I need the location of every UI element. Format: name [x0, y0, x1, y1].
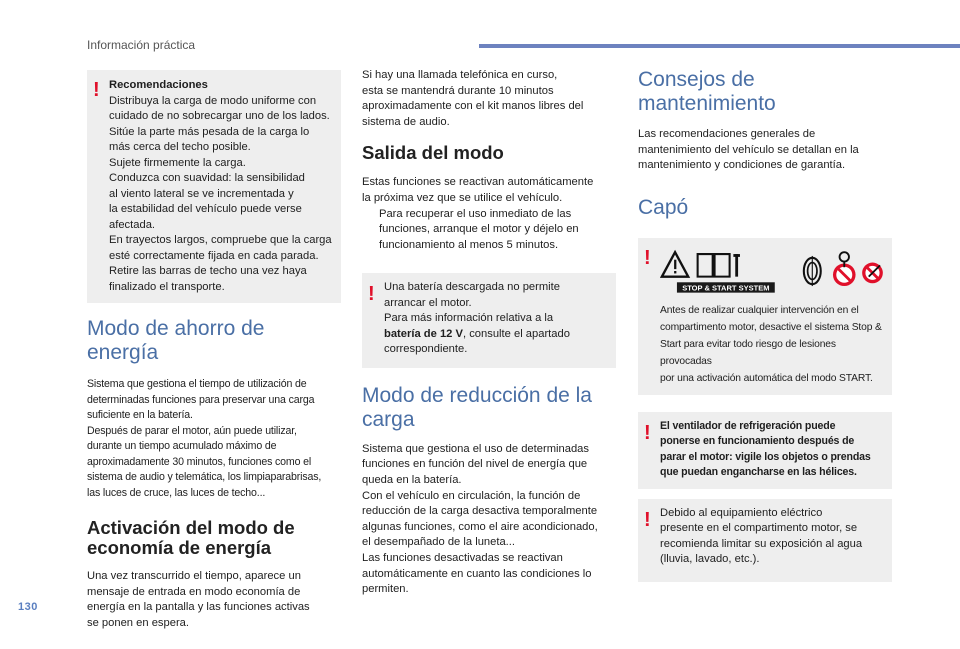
recommendations-line: al viento lateral se ve incrementada y: [109, 187, 294, 200]
phone-call-line: esta se mantendrá durante 10 minutos: [362, 84, 554, 97]
fan-warning-line: ponerse en funcionamiento después de: [660, 435, 855, 448]
load-reduction-heading: [362, 384, 616, 432]
exit-mode-line: Estas funciones se reactivan automáticamente: [362, 176, 594, 189]
recommendations-line: finalizado el transporte.: [109, 280, 225, 293]
fan-warning-line: que puedan engancharse en las hélices.: [660, 466, 857, 479]
info-icon: [733, 254, 740, 277]
column-left: [87, 70, 341, 631]
recommendations-line: esté correctamente fijada en cada parada.: [109, 249, 319, 262]
recommendations-line: Distribuya la carga de modo uniforme con: [109, 94, 317, 107]
battery-warning-line: arrancar el motor.: [384, 296, 472, 309]
warning-exclamation-icon: !: [368, 283, 375, 306]
load-reduction-line: el desempañado de la luneta...: [362, 536, 516, 549]
energy-saving-heading: Modo de ahorro de energía: [87, 317, 265, 364]
no-tool-icon: [862, 262, 883, 283]
hood-pictogram-strip: [660, 246, 886, 296]
warning-exclamation-icon: !: [644, 421, 651, 444]
fan-warning-line: El ventilador de refrigeración puede: [660, 419, 836, 432]
load-reduction-line: algunas funciones, como el aire acondicionado,: [362, 520, 598, 533]
hood-caption-line: por una activación automática del modo START.: [660, 372, 873, 384]
recommendations-line: Conduzca con suavidad: la sensibilidad: [109, 172, 305, 184]
warning-exclamation-icon: !: [644, 246, 651, 269]
hood-label-pictograms: [660, 247, 797, 295]
battery-warning-line: correspondiente.: [384, 343, 468, 356]
load-reduction-line: automáticamente en cuanto las condiciones lo: [362, 567, 592, 580]
energy-saving-line: sistema de audio y telemática, los limpiaparabrisas,: [87, 471, 322, 483]
recommendations-line: Sujete firmemente la carga.: [109, 156, 246, 169]
exit-mode-body: [362, 175, 616, 253]
battery-warning-line: [384, 327, 608, 343]
exit-mode-bullet-line: Para recuperar el uso inmediato de las: [379, 207, 572, 220]
recommendations-title: Recomendaciones: [109, 79, 208, 91]
recommendations-line: cuidado de no sobrecargar uno de los lados.: [109, 110, 330, 122]
recommendations-line: En trayectos largos, compruebe que la carga: [109, 234, 332, 246]
recommendations-line: la estabilidad del vehículo puede verse: [109, 203, 302, 215]
energy-saving-line: suficiente en la batería.: [87, 409, 193, 421]
maintenance-line: mantenimiento y condiciones de garantía.: [638, 159, 846, 172]
activation-body: [87, 569, 341, 631]
electrical-warning-line: (lluvia, lavado, etc.).: [660, 553, 760, 566]
warning-exclamation-icon: !: [93, 79, 100, 101]
phone-call-line: aproximadamente con el kit manos libres del: [362, 100, 584, 113]
activation-heading-line: Activación del modo de: [87, 517, 295, 538]
exit-mode-bullet: [362, 207, 616, 254]
hood-caption-line: compartimento motor, desactive el sistema Stop &: [660, 321, 882, 333]
load-reduction-line: permiten.: [362, 583, 409, 596]
manual-book-icon: [698, 254, 730, 277]
hood-prohibition-pictograms: [801, 247, 886, 295]
page-number: 130: [18, 601, 38, 613]
maintenance-body: [638, 127, 892, 174]
activation-line: se ponen en espera.: [87, 616, 190, 629]
column-right: [638, 68, 892, 582]
maintenance-line: mantenimiento del vehículo se detallan en la: [638, 143, 859, 156]
electrical-warning-line: recomienda limitar su exposición al agua: [660, 537, 863, 550]
activation-line: mensaje de entrada en modo economía de: [87, 585, 301, 598]
load-reduction-line: funciones en función del nivel de energía que: [362, 458, 588, 471]
recommendations-line: Sitúe la parte más pesada de la carga lo: [109, 125, 310, 138]
recommendations-line: Retire las barras de techo una vez haya: [109, 265, 307, 277]
exit-mode-line: la próxima vez que se utilice el vehículo.: [362, 191, 563, 204]
exit-mode-bullet-line: funcionamiento al menos 5 minutos.: [379, 238, 559, 251]
hood-caption-line: Start para evitar todo riesgo de lesiones provocadas: [660, 338, 836, 367]
load-reduction-line: reducción de la carga desactiva temporalmente: [362, 505, 598, 518]
section-title: Información práctica: [87, 38, 196, 52]
load-reduction-line: Con el vehículo en circulación, la función de: [362, 489, 581, 502]
hood-caption: [660, 302, 886, 387]
recommendations-line: más cerca del techo posible.: [109, 141, 251, 153]
energy-saving-line: durante un tiempo acumulado máximo de: [87, 440, 277, 452]
warning-triangle-icon: [662, 252, 688, 276]
load-reduction-heading-line: carga: [362, 407, 415, 431]
hood-heading: Capó: [638, 195, 689, 219]
warning-exclamation-icon: !: [644, 508, 651, 531]
battery-warning-line: Una batería descargada no permite: [384, 281, 561, 294]
phone-call-line: sistema de audio.: [362, 115, 450, 128]
maintenance-heading: Consejos de mantenimiento: [638, 68, 776, 115]
battery-12v-bold: batería de 12 V: [384, 327, 463, 340]
load-reduction-line: Las funciones desactivadas se reactivan: [362, 552, 563, 564]
recommendations-box: [87, 70, 341, 303]
column-middle: [362, 68, 616, 598]
electrical-warning-line: Debido al equipamiento eléctrico: [660, 506, 823, 519]
recommendations-line: afectada.: [109, 218, 156, 231]
battery-warning-line: Para más información relativa a la: [384, 312, 554, 325]
hood-warning-box: [638, 238, 892, 395]
activation-heading-line: economía de energía: [87, 537, 272, 558]
phone-call-line: Si hay una llamada telefónica en curso,: [362, 69, 558, 81]
stop-start-system-label: STOP & START SYSTEM: [682, 283, 770, 293]
load-reduction-line: queda en la batería.: [362, 474, 462, 487]
energy-saving-line: aproximadamente 30 minutos, funciones como el: [87, 455, 312, 468]
exit-mode-bullet-line: funciones, arranque el motor y déjelo en: [379, 223, 579, 236]
battery-warning-box: [362, 273, 616, 368]
header-accent-bar: [479, 44, 960, 48]
maintenance-line: Las recomendaciones generales de: [638, 128, 816, 140]
electrical-warning-box: [638, 499, 892, 582]
fan-belt-icon: [804, 256, 821, 286]
exit-mode-heading: Salida del modo: [362, 142, 504, 164]
hood-caption-line: Antes de realizar cualquier intervención en el: [660, 304, 859, 316]
battery-warning-rest: , consulte el apartado: [462, 327, 570, 340]
activation-line: energía en la pantalla y las funciones activas: [87, 601, 310, 614]
no-hand-icon: [833, 252, 856, 286]
energy-saving-line: determinadas funciones para preservar una carga: [87, 393, 315, 406]
activation-heading: [87, 518, 341, 558]
bullet-marker-icon: [362, 207, 379, 254]
activation-line: Una vez transcurrido el tiempo, aparece un: [87, 570, 301, 582]
load-reduction-line: Sistema que gestiona el uso de determinadas: [362, 442, 590, 455]
electrical-warning-line: presente en el compartimento motor, se: [660, 522, 858, 535]
energy-saving-body: [87, 377, 341, 501]
energy-saving-line: las luces de cruce, las luces de techo...: [87, 486, 266, 499]
phone-call-body: [362, 68, 616, 130]
energy-saving-line: Sistema que gestiona el tiempo de utilización de: [87, 378, 307, 390]
fan-warning-box: [638, 412, 892, 489]
load-reduction-heading-line: Modo de reducción de la: [362, 383, 592, 407]
load-reduction-body: [362, 442, 616, 598]
fan-warning-line: parar el motor: vigile los objetos o prendas: [660, 450, 871, 463]
energy-saving-line: Después de parar el motor, aún puede utilizar,: [87, 424, 297, 437]
